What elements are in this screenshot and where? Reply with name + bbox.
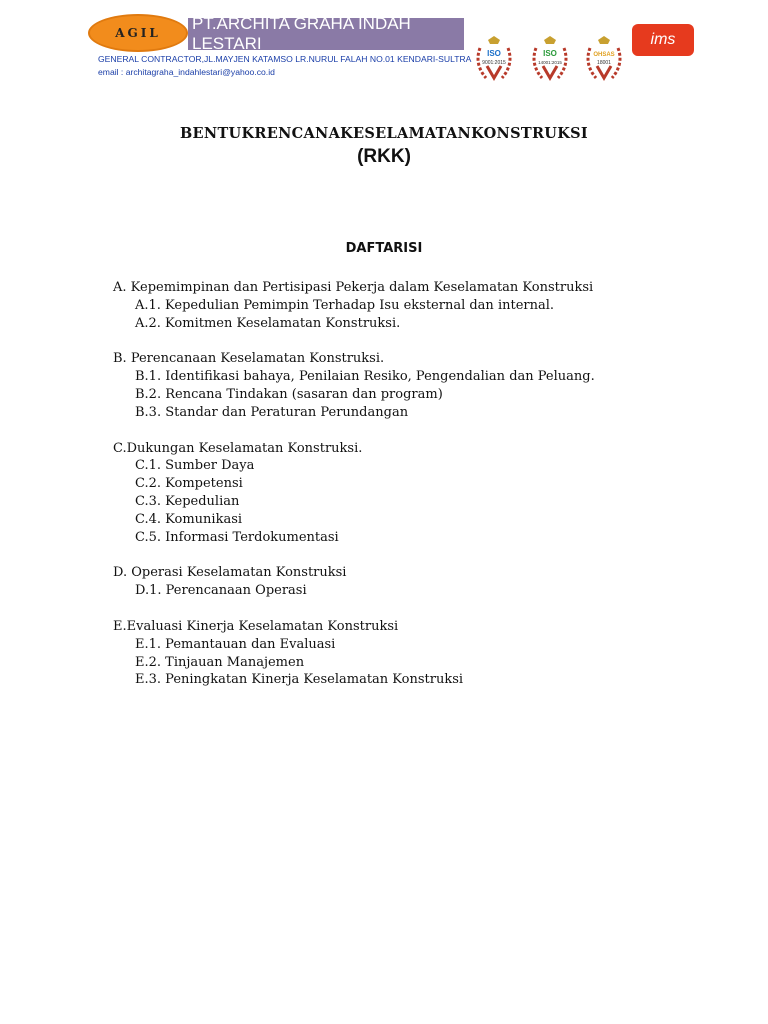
ims-logo-text: ims xyxy=(650,31,676,48)
section-title: B. Perencanaan Keselamatan Konstruksi. xyxy=(113,351,385,367)
toc-section-b xyxy=(113,350,713,421)
toc-item: B.2. Rencana Tindakan (sasaran dan program) xyxy=(135,386,443,402)
laurel-badge-icon xyxy=(528,34,572,84)
toc-section-a xyxy=(113,279,713,332)
badge-bottom-text: 14001:2015 xyxy=(538,60,562,65)
ims-logo xyxy=(632,24,694,56)
toc-heading: DAFTARISI xyxy=(345,241,423,256)
toc-section-c xyxy=(113,440,713,547)
certification-badge-1 xyxy=(472,34,516,84)
toc-item: C.3. Kepedulian xyxy=(135,493,240,509)
laurel-badge-icon xyxy=(472,34,516,84)
toc-item: C.1. Sumber Daya xyxy=(135,458,255,474)
letterhead xyxy=(88,12,708,84)
toc-item: A.1. Kepedulian Pemimpin Terhadap Isu eksternal dan internal. xyxy=(135,297,555,313)
badge-top-text: ISO xyxy=(487,49,501,58)
section-title: C.Dukungan Keselamatan Konstruksi. xyxy=(113,440,363,456)
toc-item: D.1. Perencanaan Operasi xyxy=(135,583,307,599)
badge-top-text: ISO xyxy=(543,49,557,58)
toc-item: E.1. Pemantauan dan Evaluasi xyxy=(135,636,336,652)
badge-bottom-text: 9001:2015 xyxy=(482,60,506,66)
company-email: email : architagraha_indahlestari@yahoo.co.id xyxy=(98,67,275,77)
toc-item: C.4. Komunikasi xyxy=(135,511,243,527)
badge-bottom-text: 18001 xyxy=(597,60,611,66)
toc-section-d xyxy=(113,564,713,600)
toc-item: B.3. Standar dan Peraturan Perundangan xyxy=(135,404,409,420)
toc-item: C.5. Informasi Terdokumentasi xyxy=(135,529,339,545)
toc-item: E.3. Peningkatan Kinerja Keselamatan Konstruksi xyxy=(135,672,464,688)
section-title: E.Evaluasi Kinerja Keselamatan Konstruksi xyxy=(113,618,399,634)
badge-top-text: OHSAS xyxy=(593,52,615,58)
company-address: GENERAL CONTRACTOR,JL.MAYJEN KATAMSO LR.NURUL FALAH NO.01 KENDARI-SULTRA xyxy=(98,54,472,64)
company-logo xyxy=(88,14,188,52)
toc-item: E.2. Tinjauan Manajemen xyxy=(135,654,305,670)
certification-badge-3 xyxy=(582,34,626,84)
table-of-contents xyxy=(113,279,713,707)
toc-item: C.2. Kompetensi xyxy=(135,476,243,492)
toc-item: A.2. Komitmen Keselamatan Konstruksi. xyxy=(135,315,401,331)
document-title: BENTUKRENCANAKESELAMATANKONSTRUKSI xyxy=(180,125,588,142)
toc-item: B.1. Identifikasi bahaya, Penilaian Resiko, Pengendalian dan Peluang. xyxy=(135,369,595,385)
company-name: PT.ARCHITA GRAHA INDAH LESTARI xyxy=(188,18,464,50)
laurel-badge-icon xyxy=(582,34,626,84)
logo-text: AGIL xyxy=(115,26,161,40)
certification-badge-2 xyxy=(528,34,572,84)
toc-section-e xyxy=(113,618,713,689)
document-subtitle: (RKK) xyxy=(357,146,411,167)
section-title: A. Kepemimpinan dan Pertisipasi Pekerja dalam Keselamatan Konstruksi xyxy=(113,280,594,295)
section-title: D. Operasi Keselamatan Konstruksi xyxy=(113,565,347,581)
